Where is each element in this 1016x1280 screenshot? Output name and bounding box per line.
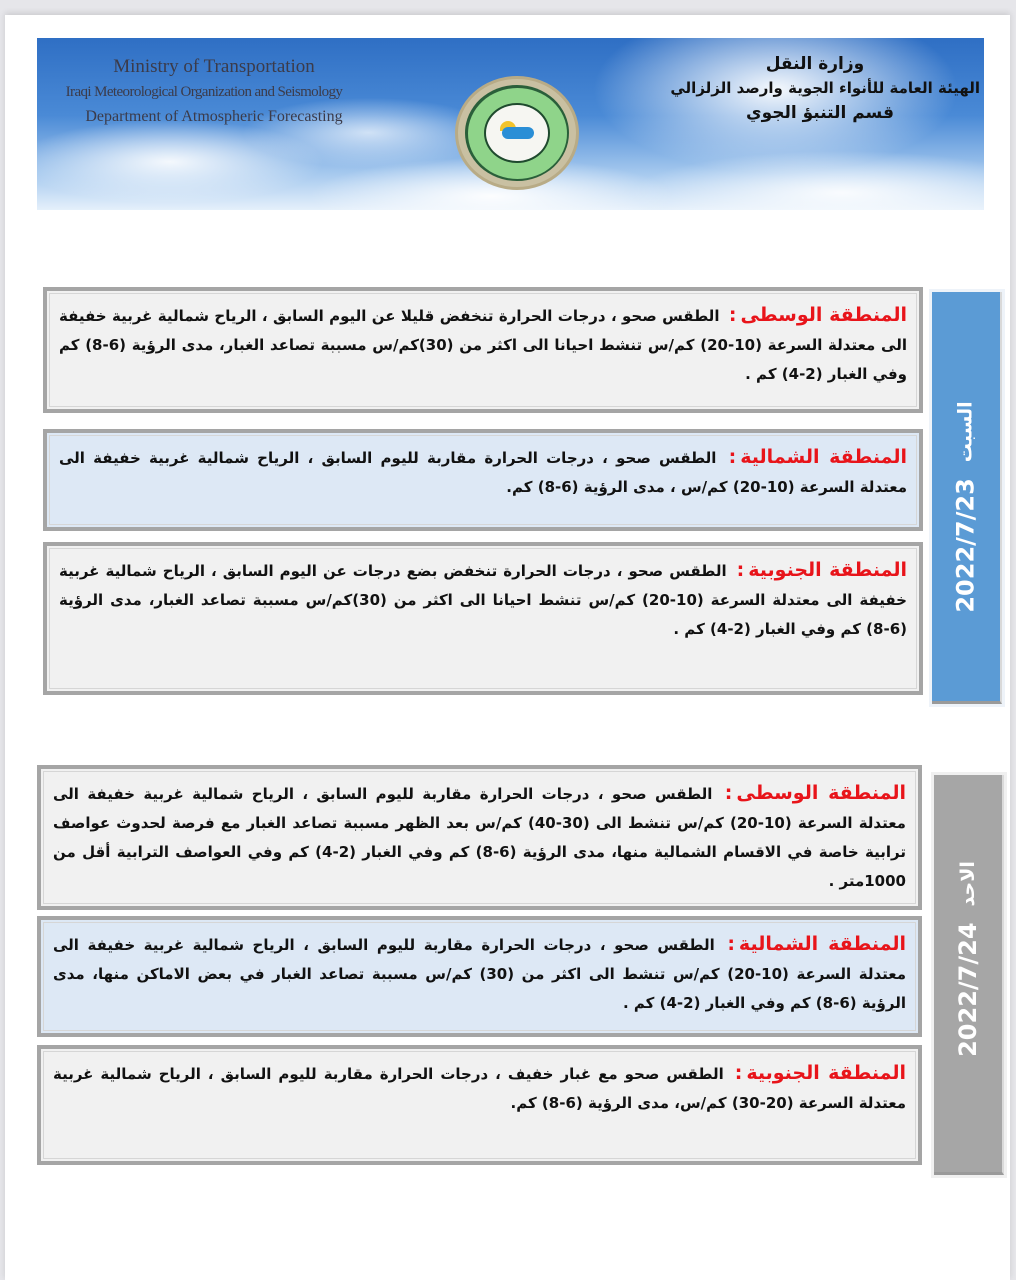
region-forecast-central bbox=[37, 765, 922, 910]
label-separator: : bbox=[724, 782, 733, 804]
region-forecast-southern bbox=[37, 1045, 922, 1165]
date-value: 2022/7/24 bbox=[954, 921, 982, 1057]
region-forecast-text: الطقس صحو ، درجات الحرارة تنخفض قليلا عن اليوم السابق ، الرياح شمالية غربية خفيفة الى معتدلة السرعة (10-20) كم/س تنشط احيانا الى اكثر من (30)كم/س مسببة تصاعد الغبار، مدى الرؤية (6-8) كم وفي الغبار (2-4) كم . bbox=[59, 307, 907, 383]
date-strip bbox=[932, 292, 1002, 704]
header-arabic bbox=[670, 52, 980, 126]
label-separator: : bbox=[736, 559, 745, 581]
region-forecast-text: الطقس صحو مع غبار خفيف ، درجات الحرارة مقاربة لليوم السابق ، الرياح شمالية غربية معتدلة السرعة (20-30) كم/س، مدى الرؤية (6-8) كم. bbox=[53, 1065, 906, 1112]
label-separator: : bbox=[728, 304, 737, 326]
department-name-ar: قسم التنبؤ الجوي bbox=[746, 103, 894, 123]
header-english bbox=[49, 54, 379, 130]
region-forecast-northern bbox=[37, 916, 922, 1037]
region-label: المنطقة الشمالية bbox=[740, 446, 907, 468]
region-forecast-text: الطقس صحو ، درجات الحرارة مقاربة لليوم السابق ، الرياح شمالية غربية خفيفة الى معتدلة السرعة (10-20) كم/س تنشط الى (30-40) كم/س بعد الظهر مسببة تصاعد الغبار مع فرصة لحدوث عواصف ترابية خاصة في الاقسام الشمالية منها، مدى الرؤية (6-8) كم وفي الغبار (2-4) كم وفي العواصف الترابية أقل من 1000متر . bbox=[53, 785, 906, 890]
organization-name-en: Iraqi Meteorological Organization and Seismology bbox=[65, 84, 343, 100]
region-label: المنطقة الوسطى bbox=[740, 304, 908, 326]
ministry-name-en: Ministry of Transportation bbox=[113, 56, 315, 77]
header-banner bbox=[37, 38, 984, 210]
region-forecast-text: الطقس صحو ، درجات الحرارة مقاربة لليوم السابق ، الرياح شمالية غربية خفيفة الى معتدلة السرعة (10-20) كم/س تنشط الى اكثر من (30) كم/س مسببة تصاعد الغبار في بعض الاماكن منها، مدى الرؤية (6-8) كم وفي الغبار (2-4) كم . bbox=[53, 936, 906, 1012]
region-forecast-text: الطقس صحو ، درجات الحرارة مقاربة لليوم السابق ، الرياح شمالية غربية خفيفة الى معتدلة السرعة (10-20) كم/س ، مدى الرؤية (6-8) كم. bbox=[59, 449, 907, 496]
region-forecast-southern bbox=[43, 542, 923, 695]
department-name-en: Department of Atmospheric Forecasting bbox=[85, 108, 343, 125]
date-strip bbox=[934, 775, 1004, 1175]
organization-logo-icon bbox=[455, 76, 579, 190]
region-forecast-text: الطقس صحو ، درجات الحرارة تنخفض بضع درجات عن اليوم السابق ، الرياح شمالية غربية خفيفة الى معتدلة السرعة (10-20) كم/س تنشط احيانا الى اكثر من (30)كم/س مسببة تصاعد الغبار، مدى الرؤية (6-8) كم وفي الغبار (2-4) كم . bbox=[59, 562, 907, 638]
region-label: المنطقة الشمالية bbox=[738, 933, 906, 955]
date-value: 2022/7/23 bbox=[952, 477, 981, 613]
day-name: الاحد bbox=[957, 860, 979, 906]
label-separator: : bbox=[734, 1062, 743, 1084]
region-label: المنطقة الجنوبية bbox=[748, 559, 907, 581]
day-forecast-saturday bbox=[37, 287, 1002, 697]
region-forecast-northern bbox=[43, 429, 923, 531]
forecast-document bbox=[5, 15, 1010, 1280]
day-forecast-sunday bbox=[37, 765, 1002, 1165]
day-name: السبت bbox=[955, 400, 978, 462]
ministry-name-ar: وزارة النقل bbox=[765, 54, 865, 74]
label-separator: : bbox=[727, 933, 735, 955]
label-separator: : bbox=[728, 446, 737, 468]
region-label: المنطقة الجنوبية bbox=[746, 1062, 906, 1084]
cloud-icon bbox=[502, 127, 534, 139]
organization-name-ar: الهيئة العامة للأنواء الجوية وارصد الزلزالي bbox=[670, 79, 980, 97]
region-label: المنطقة الوسطى bbox=[736, 782, 906, 804]
region-forecast-central bbox=[43, 287, 923, 413]
